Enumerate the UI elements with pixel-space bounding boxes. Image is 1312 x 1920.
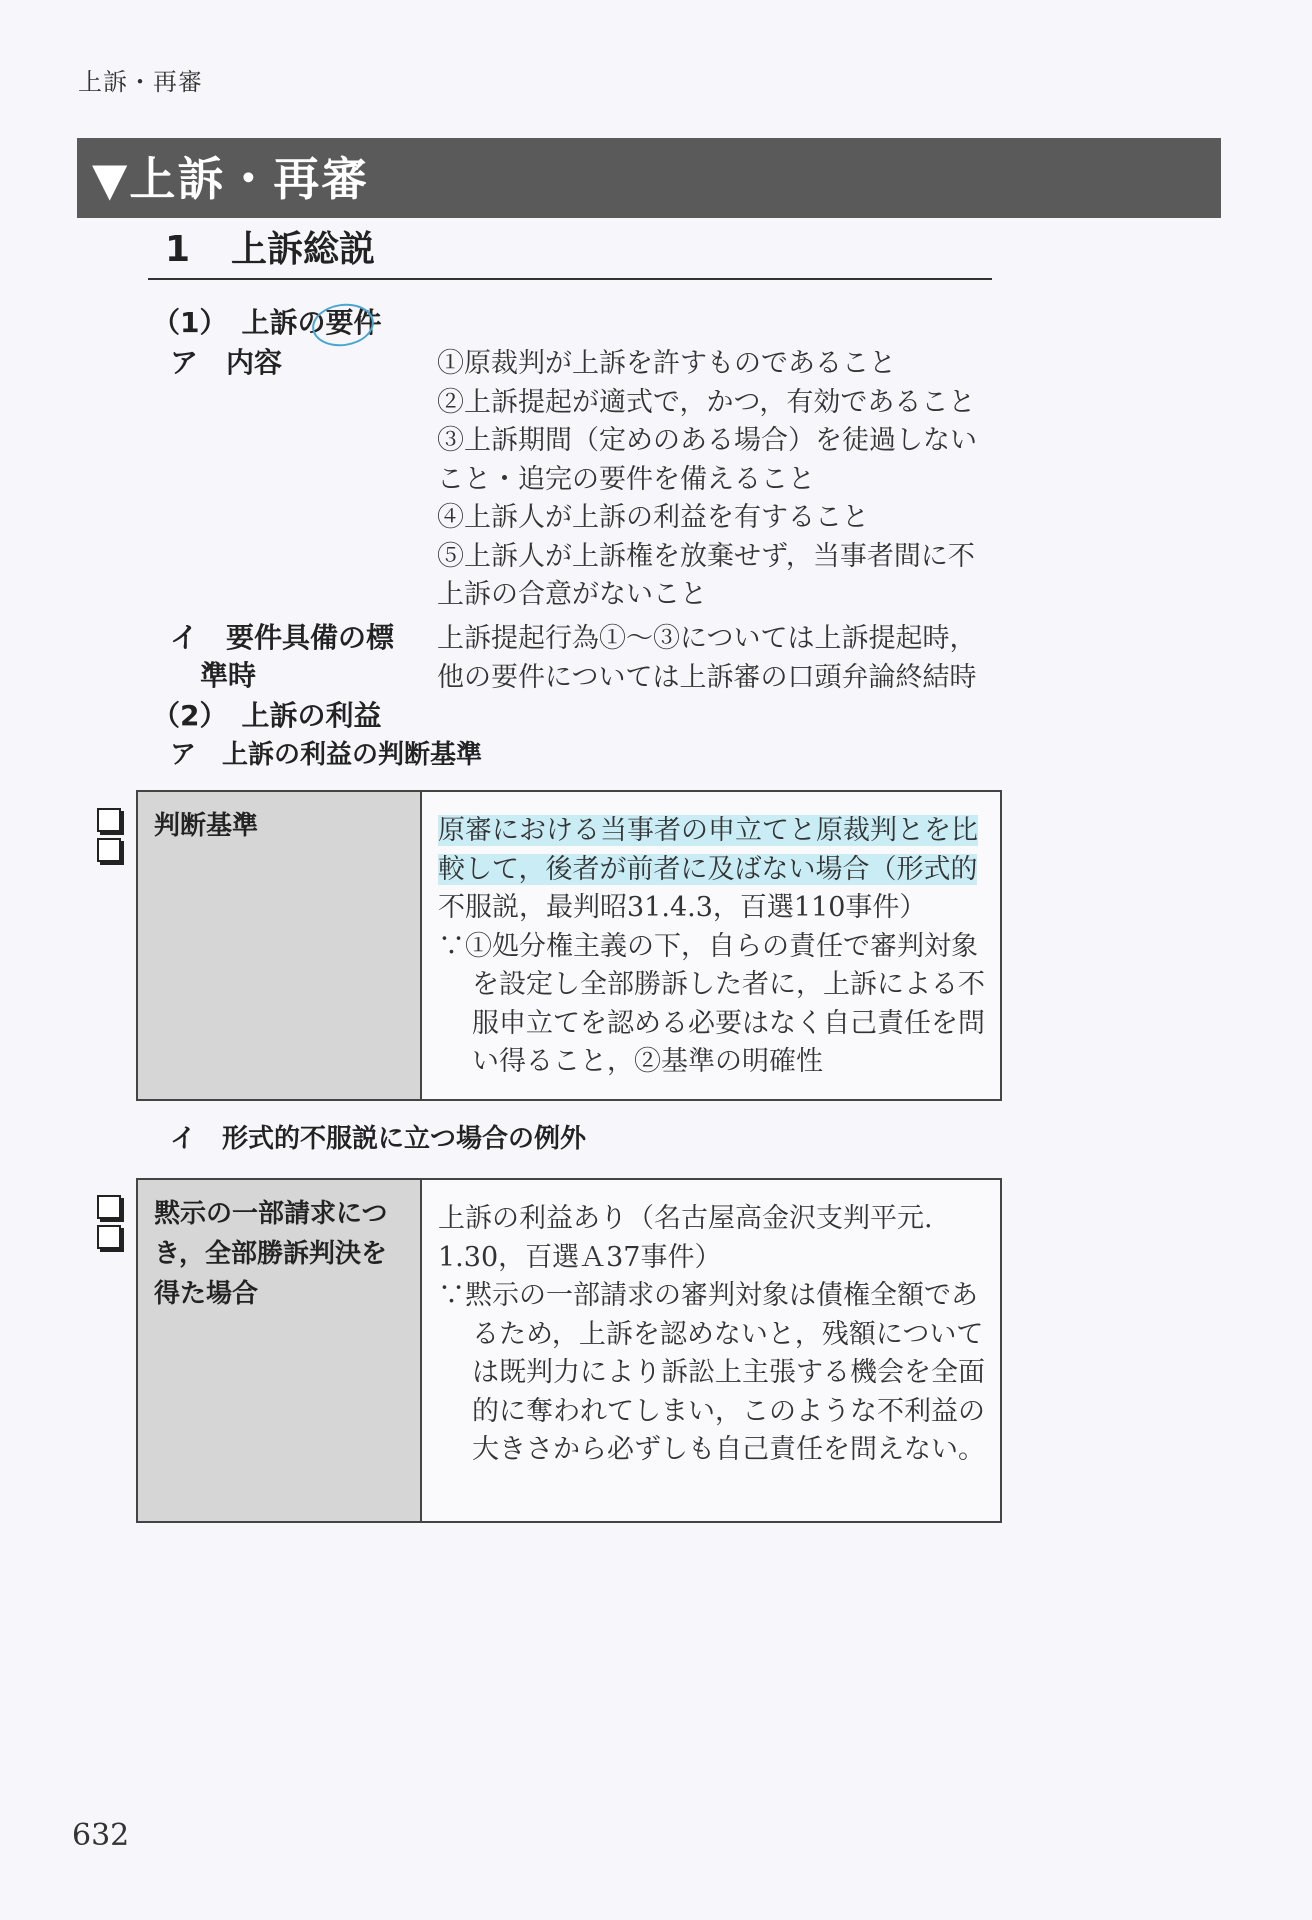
page-number: 632 (72, 1818, 130, 1853)
exception-content-cell (421, 1179, 1001, 1522)
criteria-label-cell (137, 791, 421, 1100)
requirements-list (437, 345, 977, 615)
criteria-label: 判断基準 (154, 811, 259, 841)
checkbox[interactable] (97, 1225, 121, 1249)
requirements-heading: （1） 上訴の要件 (152, 306, 382, 339)
exception-label-cell (137, 1179, 421, 1522)
section-number: 1 (165, 229, 191, 270)
section-title-text: 上訴総説 (231, 229, 376, 270)
exception-table (136, 1178, 1002, 1523)
criteria-reason: ∵①処分権主義の下，自らの責任で審判対象を設定し全部勝訴した者に，上訴による不服申立てを認める必要はなく自己責任を問い得ること，②基準の明確性 (438, 930, 985, 1077)
timing-label: イ 要件具備の標 (170, 621, 395, 654)
exception-reason: ∵黙示の一部請求の審判対象は債権全額であるため，上訴を認めないと，残額については既判力により訴訟上主張する機会を全面的に奪われてしまい，このような不利益の大きさから必ずしも自己責任を問えない。 (438, 1280, 985, 1465)
criteria-table (136, 790, 1002, 1101)
criteria-citation: 不服説，最判昭31.4.3，百選110事件） (438, 892, 927, 923)
requirement-line: ①原裁判が上訴を許すものであること (437, 348, 896, 379)
timing-text (437, 620, 976, 697)
highlighted-text: 較して，後者が前者に及ばない場合（形式的 (438, 853, 978, 885)
requirement-line: 上訴の合意がないこと (437, 579, 707, 610)
checkbox[interactable] (97, 838, 121, 862)
requirement-line: ③上訴期間（定めのある場合）を徒過しない (437, 425, 977, 456)
running-header: 上訴・再審 (78, 68, 203, 96)
content-label: ア 内容 (170, 346, 283, 379)
requirement-line: ⑤上訴人が上訴権を放棄せず，当事者間に不 (437, 540, 975, 572)
interest-heading: （2） 上訴の利益 (152, 699, 382, 732)
checkbox[interactable] (97, 1195, 121, 1219)
timing-label-cont: 準時 (200, 659, 257, 692)
highlighted-text: 原審における当事者の申立てと原裁判とを比 (438, 815, 978, 846)
exception-text: 1.30，百選Ａ37事件） (438, 1241, 722, 1273)
timing-line: 他の要件については上訴審の口頭弁論終結時 (437, 661, 977, 693)
exception-heading: イ 形式的不服説に立つ場合の例外 (170, 1124, 587, 1154)
section-divider (148, 278, 992, 280)
checkbox[interactable] (97, 808, 121, 832)
requirement-line: ②上訴提起が適式で，かつ，有効であること (437, 386, 976, 418)
exception-label: 黙示の一部請求につき，全部勝訴判決を得た場合 (154, 1199, 388, 1309)
criteria-heading: ア 上訴の利益の判断基準 (170, 740, 483, 770)
requirement-line: ④上訴人が上訴の利益を有すること (437, 502, 869, 533)
section-title (165, 226, 375, 274)
requirement-line: こと・追完の要件を備えること (437, 463, 815, 495)
chapter-title: ▼上訴・再審 (92, 152, 370, 206)
exception-text: 上訴の利益あり（名古屋高金沢支判平元. (438, 1203, 933, 1234)
timing-line: 上訴提起行為①～③については上訴提起時， (437, 623, 977, 654)
criteria-content-cell (421, 791, 1001, 1100)
